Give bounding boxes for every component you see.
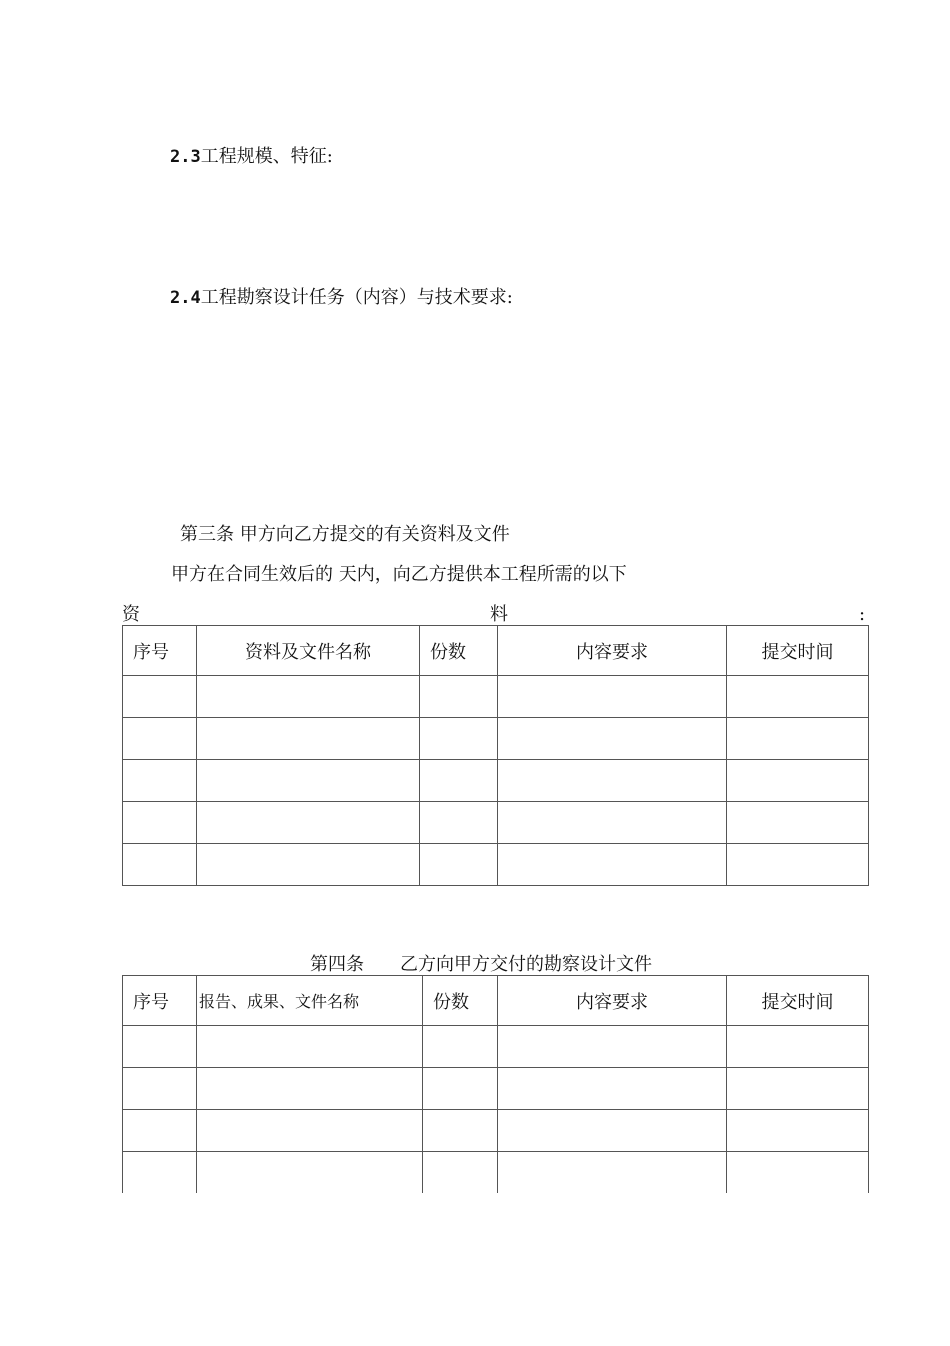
table-cell: [420, 676, 498, 718]
table-row: [123, 1026, 869, 1068]
table-cell: [423, 1026, 498, 1068]
section-2-4: [170, 287, 513, 309]
section-number: 2.4: [170, 288, 201, 308]
table-row: [123, 1068, 869, 1110]
table-cell: [498, 802, 727, 844]
section-number: 2.3: [170, 147, 201, 167]
header-copies: 份数: [420, 626, 498, 676]
header-content: 内容要求: [498, 626, 727, 676]
table-cell: [423, 1068, 498, 1110]
table-cell: [498, 844, 727, 886]
article-3-para-colon: :: [859, 604, 866, 625]
table-cell: [727, 760, 869, 802]
table-header-row: [123, 976, 869, 1026]
header-seq: 序号: [123, 626, 197, 676]
table-cell: [727, 802, 869, 844]
section-text: 工程勘察设计任务（内容）与技术要求:: [200, 287, 513, 308]
table-row: [123, 802, 869, 844]
table-cell: [123, 676, 197, 718]
table-cell: [498, 760, 727, 802]
section-2-3: [170, 146, 333, 168]
table-cell: [498, 1068, 727, 1110]
deliverables-table: [122, 975, 869, 1193]
table-cell: [727, 1026, 869, 1068]
table-cell: [420, 718, 498, 760]
table-cell: [727, 1152, 869, 1194]
table-cell: [423, 1110, 498, 1152]
article-3-title: 第三条 甲方向乙方提交的有关资料及文件: [180, 524, 510, 545]
table-row: [123, 1110, 869, 1152]
table-cell: [498, 1026, 727, 1068]
table-cell: [197, 760, 420, 802]
table-cell: [123, 760, 197, 802]
table-cell: [197, 676, 420, 718]
table-cell: [197, 718, 420, 760]
article-3-para-char-2: 料: [490, 604, 508, 625]
table-cell: [123, 1152, 197, 1194]
table-cell: [197, 1026, 423, 1068]
table-cell: [123, 718, 197, 760]
article-4-label: 第四条: [310, 954, 364, 975]
table-cell: [498, 1152, 727, 1194]
table-cell: [197, 802, 420, 844]
header-name: 报告、成果、文件名称: [197, 976, 423, 1026]
header-content: 内容要求: [498, 976, 727, 1026]
table-cell: [123, 1110, 197, 1152]
article-4-title: [310, 954, 652, 976]
table-cell: [498, 718, 727, 760]
table-cell: [197, 1068, 423, 1110]
table-row: [123, 760, 869, 802]
table-cell: [423, 1152, 498, 1194]
header-copies: 份数: [423, 976, 498, 1026]
table-cell: [498, 1110, 727, 1152]
table-cell: [123, 1068, 197, 1110]
article-3-para-char-1: 资: [122, 604, 140, 625]
table-cell: [727, 718, 869, 760]
table-cell: [123, 844, 197, 886]
table-cell: [420, 844, 498, 886]
article-3-paragraph: 甲方在合同生效后的 天内，向乙方提供本工程所需的以下: [171, 564, 627, 585]
table-row: [123, 844, 869, 886]
table-cell: [727, 676, 869, 718]
table-cell: [727, 1068, 869, 1110]
table-cell: [420, 802, 498, 844]
materials-table: [122, 625, 869, 886]
header-time: 提交时间: [727, 976, 869, 1026]
table-cell: [123, 1026, 197, 1068]
section-text: 工程规模、特征:: [200, 146, 333, 167]
table-cell: [197, 1110, 423, 1152]
table-cell: [727, 1110, 869, 1152]
table-cell: [123, 802, 197, 844]
header-seq: 序号: [123, 976, 197, 1026]
table-cell: [420, 760, 498, 802]
table-cell: [727, 844, 869, 886]
table-row: [123, 1152, 869, 1194]
table-cell: [197, 1152, 423, 1194]
table-cell: [197, 844, 420, 886]
article-4-heading: 乙方向甲方交付的勘察设计文件: [400, 954, 652, 975]
header-name: 资料及文件名称: [197, 626, 420, 676]
table-cell: [498, 676, 727, 718]
table-row: [123, 718, 869, 760]
table-header-row: [123, 626, 869, 676]
table-row: [123, 676, 869, 718]
header-time: 提交时间: [727, 626, 869, 676]
